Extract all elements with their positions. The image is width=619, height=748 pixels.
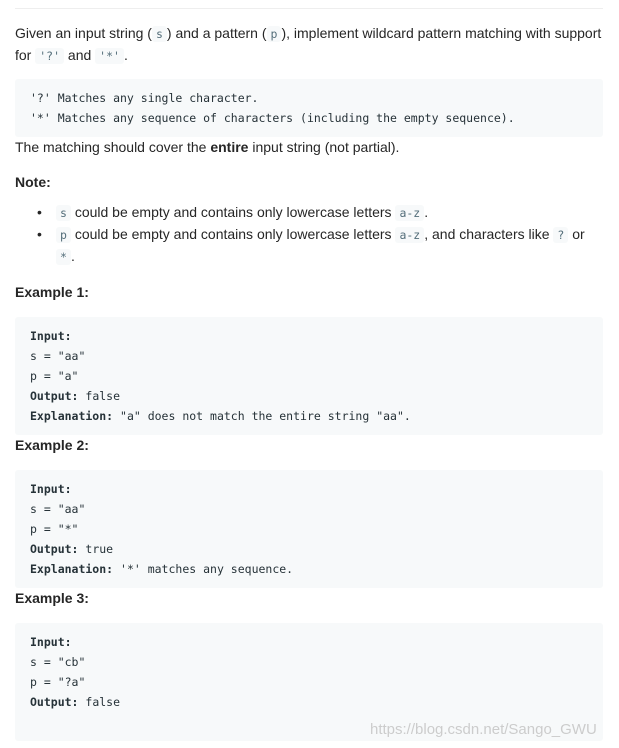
- intro-text: ) and a pattern (: [166, 25, 267, 41]
- example-1-heading: Example 1:: [15, 284, 89, 300]
- output-label: Output:: [30, 695, 79, 709]
- inline-code-question: '?': [35, 48, 64, 64]
- input-label: Input:: [30, 482, 72, 496]
- list-item: [37, 224, 603, 268]
- note-text: , and characters like: [424, 226, 554, 242]
- intro-text: Given an input string (: [15, 25, 152, 41]
- note-text: .: [424, 204, 429, 220]
- code-line: s = "aa": [30, 502, 86, 516]
- example-2-heading: Example 2:: [15, 437, 89, 453]
- code-line: [30, 406, 588, 426]
- problem-description: [15, 23, 603, 741]
- input-label: Input:: [30, 329, 72, 343]
- intro-text: .: [123, 47, 128, 63]
- list-item: [37, 202, 603, 224]
- example-3-heading: Example 3:: [15, 590, 89, 606]
- code-line: [30, 386, 588, 406]
- explanation-label: Explanation:: [30, 409, 114, 423]
- code-line: [30, 559, 588, 579]
- inline-code: p: [56, 227, 71, 243]
- bullet-icon: •: [37, 204, 42, 220]
- note-text: could be empty and contains only lowercase letters: [70, 226, 396, 242]
- rule-line: '*' Matches any sequence of characters (including the empty sequence).: [30, 111, 515, 125]
- note-text: .: [70, 248, 75, 264]
- inline-code-star: '*': [95, 48, 124, 64]
- intro-text: and: [64, 47, 96, 63]
- output-value: true: [78, 542, 114, 556]
- inline-code-p: p: [267, 26, 282, 42]
- explanation-value: '*' matches any sequence.: [113, 562, 294, 576]
- output-value: false: [78, 389, 121, 403]
- code-line: s = "cb": [30, 655, 86, 669]
- output-label: Output:: [30, 542, 79, 556]
- note-heading: Note:: [15, 174, 51, 190]
- bullet-icon: •: [37, 226, 42, 242]
- output-label: Output:: [30, 389, 79, 403]
- code-line: s = "aa": [30, 349, 86, 363]
- inline-code: s: [56, 205, 71, 221]
- watermark-text: https://blog.csdn.net/Sango_GWU: [370, 721, 597, 738]
- top-divider: [15, 8, 603, 9]
- code-line: [30, 539, 588, 559]
- matching-text: The matching should cover the: [15, 139, 211, 155]
- rule-line: '?' Matches any single character.: [30, 91, 259, 105]
- rules-code-block: [15, 79, 603, 137]
- intro-text: ), implement wildcard pattern matching with support for: [15, 25, 602, 63]
- note-text: or: [568, 226, 585, 242]
- code-line: [30, 692, 588, 712]
- code-line: p = "a": [30, 369, 79, 383]
- intro-paragraph: [15, 23, 603, 65]
- notes-list: [15, 202, 603, 268]
- explanation-value: "a" does not match the entire string "aa".: [113, 409, 411, 423]
- inline-code: a-z: [395, 227, 424, 243]
- code-line: [30, 632, 588, 652]
- inline-code-s: s: [152, 26, 167, 42]
- input-label: Input:: [30, 635, 72, 649]
- output-value: false: [78, 695, 121, 709]
- explanation-label: Explanation:: [30, 562, 114, 576]
- matching-emphasis: entire: [210, 139, 249, 155]
- code-line: [30, 479, 588, 499]
- code-line: p = "?a": [30, 675, 86, 689]
- note-text: could be empty and contains only lowercase letters: [70, 204, 396, 220]
- matching-paragraph: [15, 137, 603, 158]
- example-1-code-block: [15, 317, 603, 435]
- inline-code: ?: [553, 227, 568, 243]
- code-line: p = "*": [30, 522, 79, 536]
- matching-text: input string (not partial).: [248, 139, 400, 155]
- inline-code: *: [56, 249, 71, 265]
- code-line: [30, 326, 588, 346]
- inline-code: a-z: [395, 205, 424, 221]
- notes-section: [15, 202, 603, 268]
- example-2-code-block: [15, 470, 603, 588]
